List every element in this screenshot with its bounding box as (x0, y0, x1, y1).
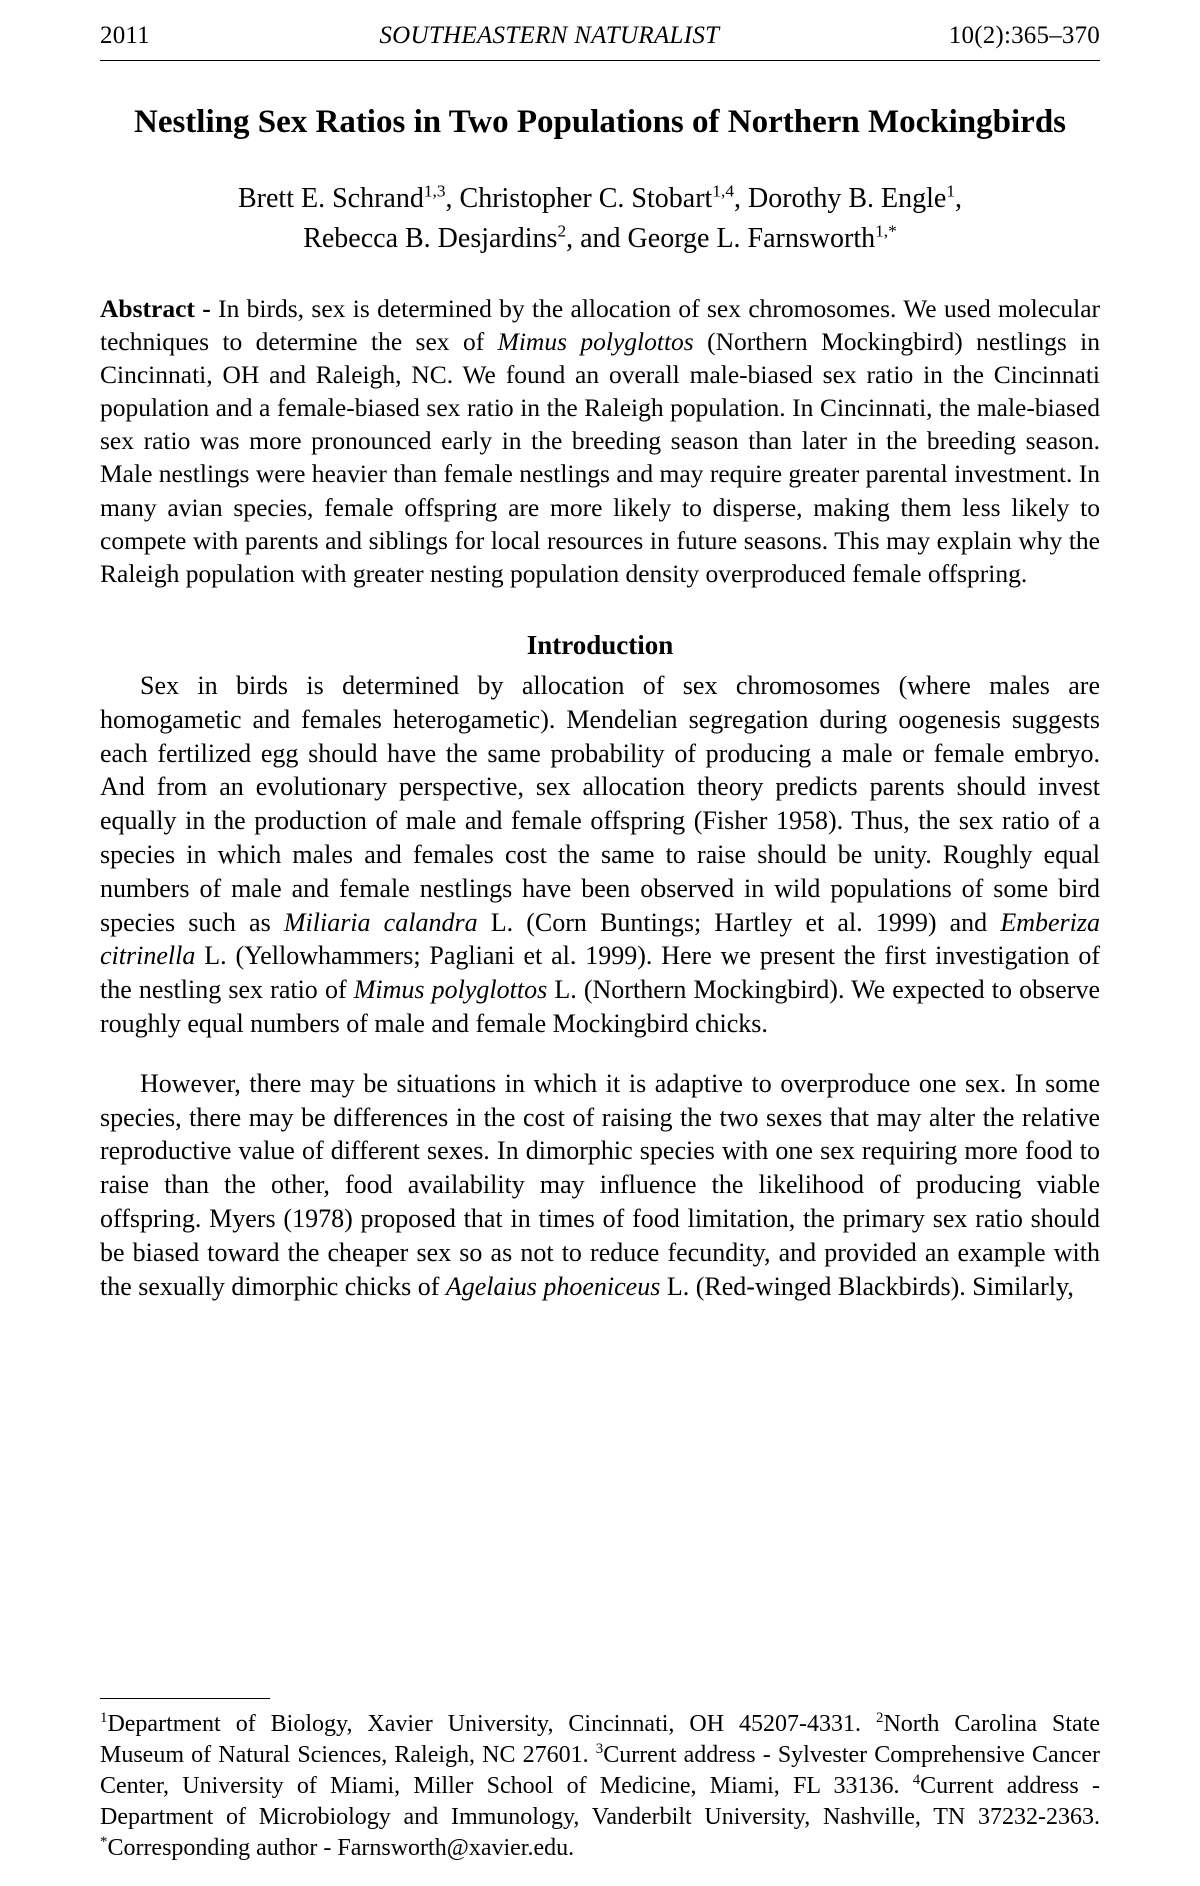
abstract-species-name: Mimus polyglottos (497, 326, 694, 356)
footnote-marker-2: 2 (876, 1710, 884, 1727)
footnote-affiliation-2: North Carolina State Museum of Natural Sciences, Raleigh, NC 27601. (100, 1711, 1101, 1769)
author-list (110, 179, 1090, 260)
author-engle: , Dorothy B. Engle (734, 182, 947, 214)
abstract-label: Abstract - (100, 293, 219, 323)
introduction-paragraph-2 (100, 1067, 1100, 1304)
author-engle-affiliation: 1 (946, 181, 955, 201)
intro-p2-text-1: However, there may be situations in which it is adaptive to overproduce one sex. In some species, there may be differences in the cost of raising the two sexes that may alter the relative reproductive value of different sexes. In dimorphic species with one sex requiring more food to raise than the other, food availability may influence the likelihood of producing viable offspring. Myers (1978) proposed that in times of food limitation, the primary sex ratio should be biased toward the cheaper sex so as not to reduce fecundity, and provided an example with the sexually dimorphic chicks of (100, 1068, 1100, 1301)
running-head-year: 2011 (100, 22, 150, 49)
footnote-affiliation-1: Department of Biology, Xavier University, Cincinnati, OH 45207-4331. (107, 1711, 876, 1738)
running-head-journal-title: SOUTHEASTERN NATURALIST (379, 22, 720, 49)
intro-p1-text-4: L. (Northern Mockingbird). We expected to observe roughly equal numbers of male and female Mockingbird chicks. (100, 975, 1100, 1038)
running-head-page-range: 10(2):365–370 (948, 22, 1100, 49)
author-farnsworth-affiliation: 1,* (875, 221, 897, 241)
abstract-text-part-2: (Northern Mockingbird) nestlings in Cincinnati, OH and Raleigh, NC. We found an overall male-biased sex ratio in the Cincinnati population and a female-biased sex ratio in the Raleigh population. In Cincinnati, the male-biased sex ratio was more pronounced early in the breeding season than later in the breeding season. Male nestlings were heavier than female nestlings and may require greater parental investment. In many avian species, female offspring are more likely to disperse, making them less likely to compete with parents and siblings for local resources in future seasons. This may explain why the Raleigh population with greater nesting population density overproduced female offspring. (100, 326, 1101, 588)
abstract-text-part-1: In birds, sex is determined by the allocation of sex chromosomes. We used molecular techniques to determine the sex of (100, 293, 1100, 356)
page-title: Nestling Sex Ratios in Two Populations of Northern Mockingbirds (133, 104, 1067, 140)
footnote-divider (100, 1698, 270, 1699)
footnote-block (100, 1698, 1100, 1864)
intro-p1-text-3: L. (Yellowhammers; Pagliani et al. 1999). Here we present the first investigation of the nestling sex ratio of (100, 941, 1100, 1005)
section-heading-introduction: Introduction (526, 630, 674, 660)
intro-p1-text-2: L. (Corn Buntings; Hartley et al. 1999) and (477, 907, 1001, 937)
author-farnsworth: , and George L. Farnsworth (566, 223, 876, 255)
header-divider (100, 60, 1100, 61)
intro-p2-species-1: Agelaius phoeniceus (445, 1271, 661, 1301)
intro-p1-species-3: Mimus polyglottos (353, 975, 548, 1005)
author-line-2 (110, 219, 1090, 260)
footnote-marker-1: 1 (100, 1710, 108, 1727)
intro-p2-text-2: L. (Red-winged Blackbirds). Similarly, (660, 1271, 1074, 1301)
author-stobart-affiliation: 1,4 (712, 181, 734, 201)
footnote-marker-5: * (100, 1834, 108, 1851)
author-schrand: Brett E. Schrand (237, 182, 424, 214)
running-head (100, 22, 1100, 58)
footnote-text (100, 1709, 1100, 1864)
introduction-paragraph-1 (100, 669, 1100, 1041)
author-line-1 (110, 179, 1090, 220)
footnote-affiliation-3: Current address - Sylvester Comprehensive Cancer Center, University of Miami, Miller School of Medicine, Miami, FL 33136. (100, 1742, 1100, 1800)
intro-p1-species-1: Miliaria calandra (283, 907, 478, 937)
footnote-marker-3: 3 (595, 1741, 604, 1758)
intro-p1-text-1: Sex in birds is determined by allocation of sex chromosomes (where males are homogametic and females heterogametic). Mendelian segregation during oogenesis suggests each fertilized egg should have the same probability of producing a male or female embryo. And from an evolutionary perspective, sex allocation theory predicts parents should invest equally in the production of male and female offspring (Fisher 1958). Thus, the sex ratio of a species in which males and females cost the same to raise should be unity. Roughly equal numbers of male and female nestlings have been observed in wild populations of some bird species such as (100, 671, 1100, 937)
footnote-affiliation-4: Current address - Department of Microbiology and Immunology, Vanderbilt University, Nashville, TN 37232-2363. (100, 1773, 1101, 1831)
intro-p1-species-2: Emberiza citrinella (100, 907, 1100, 971)
footnote-marker-4: 4 (912, 1772, 921, 1789)
footnote-corresponding-author: Corresponding author - Farnsworth@xavier.edu. (107, 1835, 575, 1862)
author-line-1-trailing: , (955, 182, 962, 214)
author-schrand-affiliation: 1,3 (423, 181, 446, 201)
author-stobart: , Christopher C. Stobart (445, 182, 713, 214)
abstract (100, 292, 1100, 590)
author-desjardins: Rebecca B. Desjardins (303, 223, 558, 255)
author-desjardins-affiliation: 2 (557, 221, 567, 241)
